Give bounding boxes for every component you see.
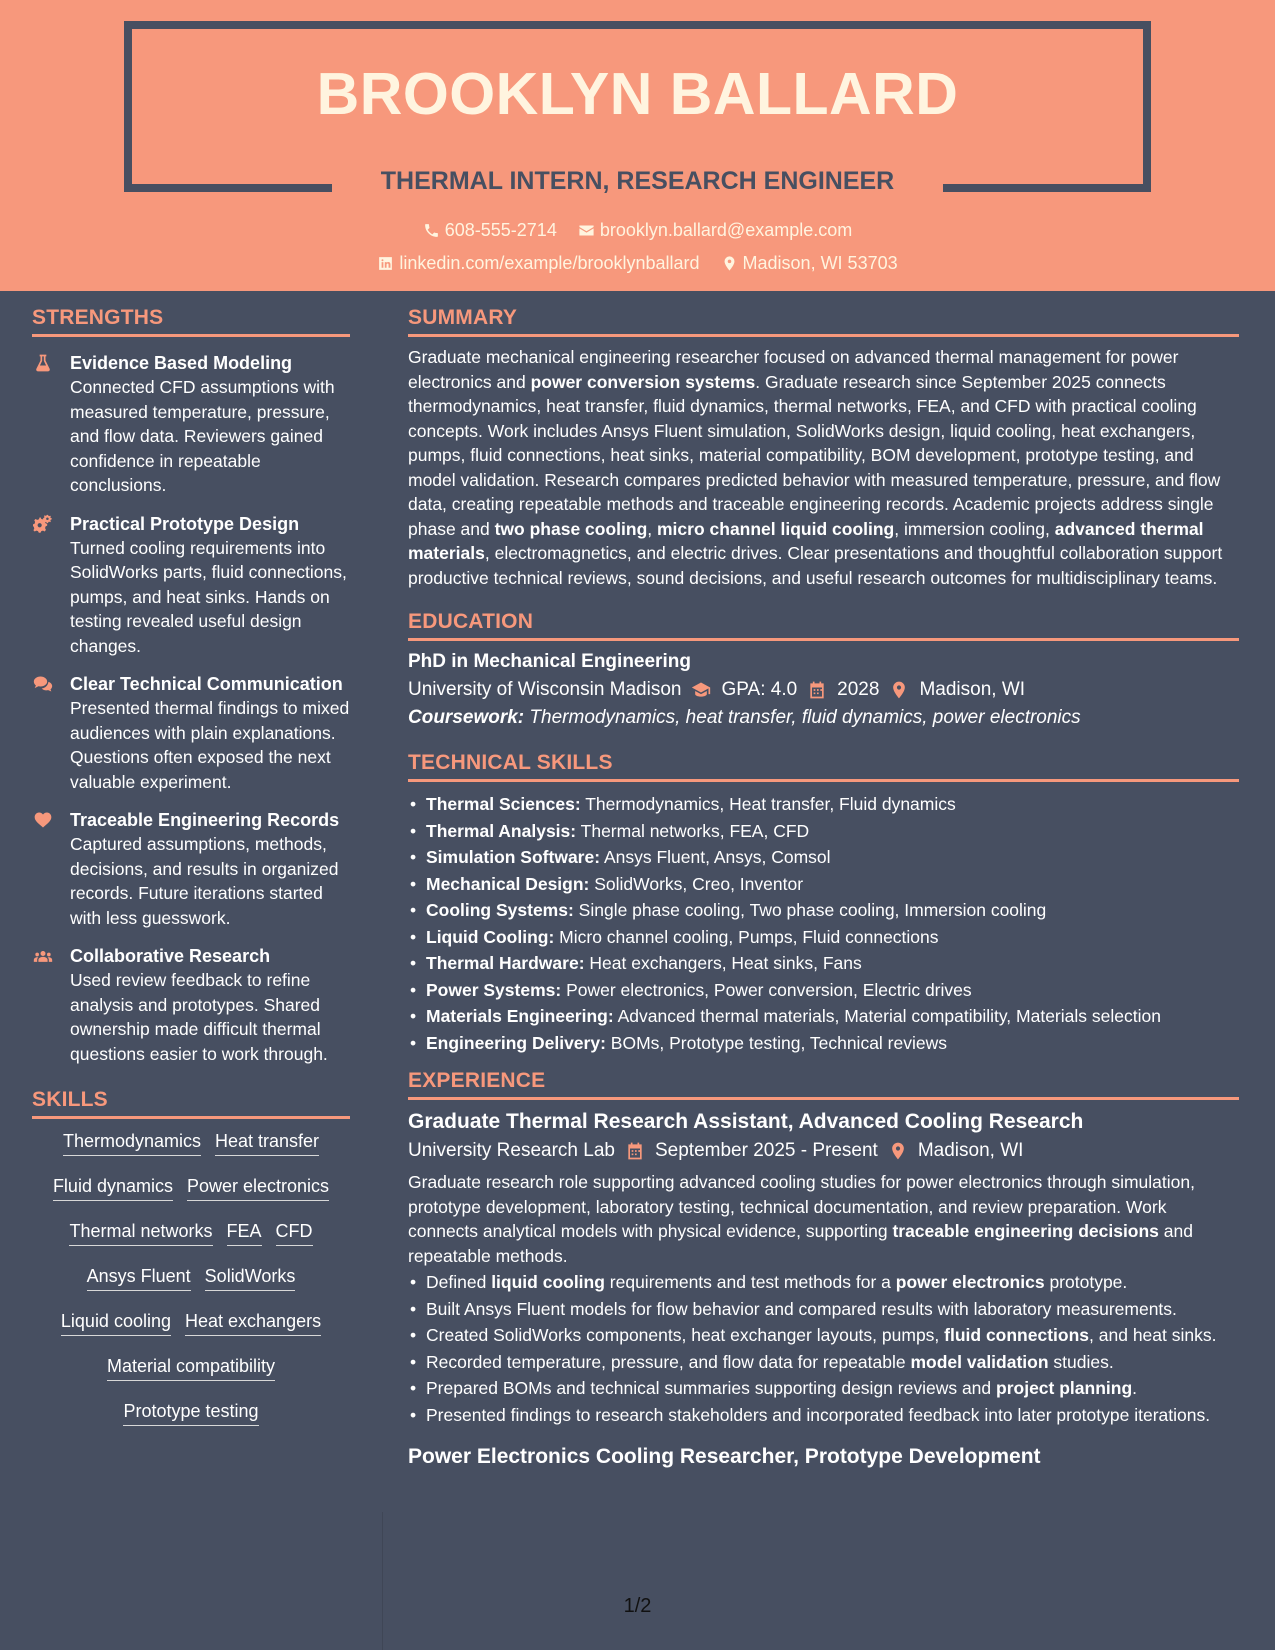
strength-text: Used review feedback to refine analysis and prototypes. Shared ownership made difficult thermal questions easier to work through.	[70, 970, 328, 1064]
bullet-highlight: model validation	[910, 1351, 1049, 1372]
desc-segment: and repeatable methods.	[408, 1221, 1193, 1266]
skill-category: Thermal Hardware:	[426, 953, 585, 973]
skill-values: Advanced thermal materials, Material compatibility, Materials selection	[613, 1006, 1161, 1026]
skill-tag: Liquid cooling	[61, 1311, 171, 1336]
skill-tag: Heat transfer	[215, 1131, 319, 1156]
contact-line-2	[0, 253, 1275, 277]
job-meta	[408, 1140, 1239, 1162]
list-item	[408, 819, 1239, 844]
bullet-segment: Prepared BOMs and technical summaries supporting design reviews and	[426, 1378, 997, 1398]
strength-item	[32, 512, 350, 659]
list-item	[408, 925, 1239, 950]
skill-tag: Ansys Fluent	[87, 1266, 191, 1291]
column-divider	[382, 1512, 383, 1650]
skill-tag: Heat exchangers	[185, 1311, 321, 1336]
list-item	[408, 1297, 1239, 1322]
candidate-role: THERMAL INTERN, RESEARCH ENGINEER	[380, 167, 895, 195]
list-item	[408, 1323, 1239, 1348]
coursework	[408, 707, 1239, 729]
list-item	[408, 1376, 1239, 1401]
summary-heading: SUMMARY	[408, 306, 1239, 337]
location-contact	[721, 253, 898, 274]
summary-highlight: micro channel liquid cooling	[657, 518, 895, 539]
email-text: brooklyn.ballard@example.com	[599, 220, 853, 240]
coursework-text: Thermodynamics, heat transfer, fluid dynamics, power electronics	[524, 707, 1081, 728]
experience-heading: EXPERIENCE	[408, 1069, 1239, 1100]
list-item	[408, 1350, 1239, 1375]
left-column	[32, 306, 350, 1446]
skills-row	[32, 1266, 350, 1311]
envelope-icon	[578, 222, 595, 239]
skill-category: Cooling Systems:	[426, 900, 574, 920]
job-bullets	[408, 1270, 1239, 1427]
skill-values: Single phase cooling, Two phase cooling, Immersion cooling	[573, 900, 1047, 920]
resume-header	[0, 0, 1275, 291]
skill-tag: Material compatibility	[107, 1356, 275, 1381]
skill-category: Liquid Cooling:	[426, 926, 555, 947]
map-marker-icon	[889, 680, 909, 700]
linkedin-contact[interactable]	[377, 253, 699, 274]
skills-list	[32, 1131, 350, 1446]
phone-contact[interactable]	[423, 220, 557, 241]
job-title: Power Electronics Cooling Researcher, Prototype Development	[408, 1445, 1041, 1468]
summary-segment: Graduate mechanical engineering researcher focused on advanced thermal management for power electronics and	[408, 347, 1179, 392]
skill-tag: FEA	[227, 1221, 262, 1246]
page-number: 1/2	[623, 1595, 652, 1617]
header-frame	[124, 21, 1151, 29]
skill-tag: Fluid dynamics	[53, 1176, 173, 1201]
skill-category: Power Systems:	[426, 979, 562, 1000]
skill-tag: Power electronics	[187, 1176, 329, 1201]
skill-values: Heat exchangers, Heat sinks, Fans	[584, 953, 862, 973]
calendar-icon	[625, 1141, 645, 1161]
strength-text: Presented thermal findings to mixed audiences with plain explanations. Questions often exposed the next valuable experiment.	[70, 698, 350, 792]
bullet-segment: prototype.	[1044, 1272, 1128, 1292]
summary-segment: , immersion cooling,	[894, 518, 1055, 539]
list-item	[408, 792, 1239, 817]
strength-title: Clear Technical Communication	[70, 674, 343, 694]
job-title: Graduate Thermal Research Assistant, Advanced Cooling Research	[408, 1110, 1084, 1133]
technical-skills-list	[408, 792, 1239, 1055]
gpa: GPA: 4.0	[721, 679, 798, 700]
map-marker-icon	[721, 255, 738, 272]
summary-segment: . Graduate research since September 2025 connects thermodynamics, heat transfer, fluid dynamics, thermal networks, FEA, and CFD with practical cooling concepts. Work includes Ansys Fluent simulation, SolidWorks design, liquid cooling, heat exchangers, pumps, fluid connections, heat sinks, material compatibility, BOM development, prototype testing, and model validation. Research compares predicted behavior with measured temperature, pressure, and flow data, creating repeatable methods and traceable engineering records. Academic projects address single phase and	[408, 371, 1221, 539]
heart-icon	[32, 810, 54, 830]
list-item	[408, 1004, 1239, 1029]
strengths-heading: STRENGTHS	[32, 306, 350, 337]
skill-category: Thermal Analysis:	[426, 820, 577, 841]
skill-category: Thermal Sciences:	[426, 794, 581, 814]
strength-title: Evidence Based Modeling	[70, 353, 293, 373]
bullet-segment: , and heat sinks.	[1089, 1325, 1217, 1345]
summary-text	[408, 345, 1239, 590]
linkedin-text: linkedin.com/example/brooklynballard	[399, 253, 700, 273]
desc-highlight: traceable engineering decisions	[892, 1221, 1159, 1241]
skill-values: BOMs, Prototype testing, Technical reviews	[605, 1032, 947, 1053]
bullet-highlight: project planning	[996, 1378, 1133, 1398]
skills-row	[32, 1401, 350, 1446]
skill-tag: CFD	[276, 1221, 313, 1246]
skill-values: SolidWorks, Creo, Inventor	[589, 873, 804, 894]
bullet-segment: Recorded temperature, pressure, and flow data for repeatable	[426, 1351, 911, 1372]
list-item	[408, 1270, 1239, 1295]
skill-values: Ansys Fluent, Ansys, Comsol	[600, 847, 831, 867]
summary-highlight: power conversion systems	[530, 371, 756, 392]
summary-highlight: two phase cooling	[494, 518, 648, 539]
calendar-icon	[807, 680, 827, 700]
strength-title: Practical Prototype Design	[70, 513, 300, 534]
skill-values: Thermal networks, FEA, CFD	[576, 820, 810, 841]
strength-item	[32, 808, 350, 930]
contact-line-1	[0, 220, 1275, 244]
list-item	[408, 978, 1239, 1003]
degree-title: PhD in Mechanical Engineering	[408, 651, 691, 672]
summary-segment: ,	[647, 518, 657, 539]
skills-row	[32, 1311, 350, 1356]
bullet-segment: .	[1132, 1378, 1138, 1398]
bullet-segment: Defined	[426, 1272, 492, 1292]
bullet-highlight: liquid cooling	[491, 1272, 605, 1292]
skill-tag: Prototype testing	[123, 1401, 258, 1426]
strength-item	[32, 944, 350, 1066]
comments-icon	[32, 674, 54, 694]
strength-title: Traceable Engineering Records	[70, 810, 340, 830]
skill-category: Mechanical Design:	[426, 873, 590, 894]
email-contact[interactable]	[578, 220, 852, 241]
skill-values: Power electronics, Power conversion, Electric drives	[561, 979, 972, 1000]
skills-row	[32, 1356, 350, 1401]
strength-text: Captured assumptions, methods, decisions, and results in organized records. Future iterations started with less guesswork.	[70, 834, 339, 928]
skill-category: Materials Engineering:	[426, 1006, 614, 1026]
education-meta	[408, 679, 1239, 701]
location-text: Madison, WI 53703	[742, 253, 898, 273]
gears-icon	[32, 514, 54, 534]
desc-segment: Graduate research role supporting advanced cooling studies for power electronics through simulation, prototype development, laboratory testing, technical documentation, and review preparation. Work connects analytical models with physical evidence, supporting	[408, 1172, 1195, 1241]
skill-values: Micro channel cooling, Pumps, Fluid connections	[554, 926, 939, 947]
bullet-highlight: fluid connections	[944, 1325, 1090, 1345]
strength-text: Connected CFD assumptions with measured temperature, pressure, and flow data. Reviewers gained confidence in repeatable conclusions.	[70, 377, 335, 495]
job-description	[408, 1170, 1239, 1268]
skill-category: Simulation Software:	[426, 847, 601, 867]
strength-item	[32, 672, 350, 794]
job-org: University Research Lab	[408, 1140, 615, 1161]
users-icon	[32, 946, 54, 966]
summary-segment: , electromagnetics, and electric drives. Clear presentations and thoughtful collaboration support productive technical reviews, sound decisions, and useful research outcomes for multidisciplinary teams.	[408, 543, 1223, 588]
right-column	[408, 306, 1239, 1469]
education-heading: EDUCATION	[408, 610, 1239, 641]
strength-title: Collaborative Research	[70, 946, 271, 966]
skills-row	[32, 1221, 350, 1266]
skills-row	[32, 1176, 350, 1221]
graduation-cap-icon	[691, 680, 711, 700]
flask-icon	[32, 353, 54, 373]
bullet-segment: Created SolidWorks components, heat exchanger layouts, pumps,	[426, 1325, 945, 1345]
skill-category: Engineering Delivery:	[426, 1032, 606, 1053]
list-item	[408, 872, 1239, 897]
school-name: University of Wisconsin Madison	[408, 679, 682, 700]
grad-year: 2028	[837, 679, 880, 700]
bullet-segment: Presented findings to research stakeholders and incorporated feedback into later prototype iterations.	[426, 1404, 1211, 1425]
technical-skills-heading: TECHNICAL SKILLS	[408, 751, 1239, 782]
bullet-segment: studies.	[1048, 1351, 1114, 1372]
job-dates: September 2025 - Present	[654, 1140, 878, 1161]
strength-text: Turned cooling requirements into SolidWorks parts, fluid connections, pumps, and heat sinks. Hands on testing revealed useful design changes.	[70, 537, 347, 656]
skill-tag: Thermal networks	[69, 1221, 212, 1246]
skill-tag: SolidWorks	[205, 1266, 296, 1291]
phone-icon	[423, 222, 440, 239]
list-item	[408, 1403, 1239, 1428]
candidate-name: BROOKLYN BALLARD	[316, 61, 959, 127]
list-item	[408, 898, 1239, 923]
phone-text: 608-555-2714	[444, 220, 557, 240]
list-item	[408, 845, 1239, 870]
bullet-segment: Built Ansys Fluent models for flow behavior and compared results with laboratory measurements.	[426, 1298, 1177, 1319]
skill-values: Thermodynamics, Heat transfer, Fluid dynamics	[580, 794, 956, 814]
map-marker-icon	[888, 1141, 908, 1161]
skill-tag: Thermodynamics	[63, 1131, 201, 1156]
coursework-label: Coursework:	[408, 707, 525, 728]
skills-row	[32, 1131, 350, 1176]
bullet-highlight: power electronics	[895, 1272, 1045, 1292]
skills-heading: SKILLS	[32, 1088, 350, 1119]
list-item	[408, 951, 1239, 976]
school-location: Madison, WI	[919, 679, 1026, 700]
list-item	[408, 1031, 1239, 1056]
linkedin-icon	[377, 255, 394, 272]
job-location: Madison, WI	[917, 1140, 1024, 1161]
bullet-segment: requirements and test methods for a	[604, 1272, 896, 1292]
summary-highlight: advanced thermal materials	[408, 518, 1204, 563]
strength-item	[32, 351, 350, 498]
